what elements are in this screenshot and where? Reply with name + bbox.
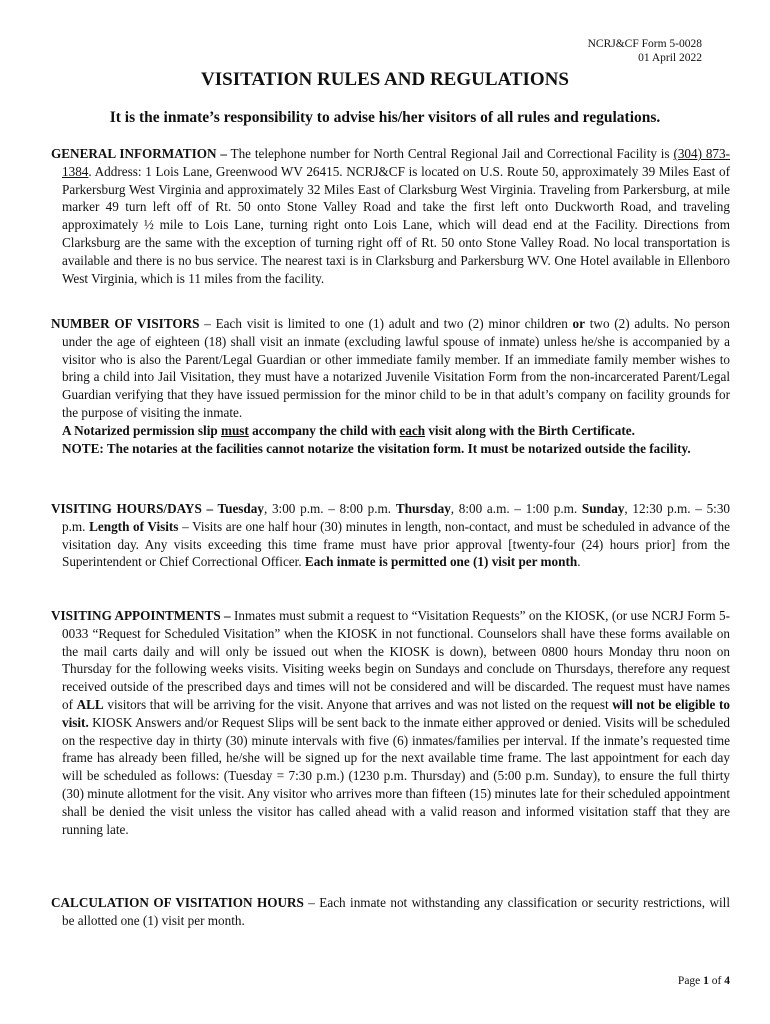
section-text: The telephone number for North Central Regional Jail and Correctional Facility is [226,146,674,161]
section-text: . [577,554,581,570]
day-tuesday: Tuesday [213,501,264,516]
total-pages: 4 [724,975,730,987]
section-text: , 8:00 a.m. – 1:00 p.m. [450,501,582,516]
section-heading: NUMBER OF VISITORS [51,316,200,331]
visit-limit: Each inmate is permitted one (1) visit per month [304,554,578,570]
section-visiting-hours [51,500,730,571]
day-thursday: Thursday [395,501,451,516]
emphasis-each: each [399,422,426,438]
section-general-information [51,145,730,287]
day-sunday: Sunday [581,501,625,516]
section-text: , 12:30 p.m. – 5:30 p.m. [62,501,731,534]
notarized-text: accompany the child with [248,422,400,438]
length-of-visits-label: Length of Visits [89,518,179,534]
section-text: two (2) adults. No person under the age of eighteen (18) shall visit an inmate (excluding lawful spouse of inmate) unless he/she is accompanied by a visitor who is also the Parent/Legal Guardian or other immediate family member. If an immediate family member wishes to bring a child into Jail Visitation, they must have a notarized Juvenile Visitation Form from the non-incarcerated Parent/Legal Guardian verifying that they have issued permission for the minor child to be in that adult’s company on facility grounds for the purpose of visiting the inmate. [62,316,730,420]
section-heading: VISITING APPOINTMENTS – [51,608,231,623]
section-text: – Visits are one half hour (30) minutes in length, non-contact, and must be scheduled in advance of the visitation day. Any visits exceeding this time frame must have prior approval [twenty-four (24) hours prior] from the Superintendent or Chief Correctional Officer. [62,518,730,570]
section-calculation-of-hours [51,894,730,930]
phone-number: (304) 873-1384 [62,146,731,179]
page-title: VISITATION RULES AND REGULATIONS [201,69,569,90]
section-text: – Each inmate not withstanding any classification or security restrictions, will be allotted one (1) visit per month. [62,895,730,928]
section-text: , 3:00 p.m. – 8:00 p.m. [263,501,396,516]
emphasis-all: ALL [76,696,104,712]
section-visiting-appointments [51,607,730,838]
form-number: NCRJ&CF Form 5-0028 [587,38,702,50]
section-text: . Address: 1 Lois Lane, Greenwood WV 26415. NCRJ&CF is located on U.S. Route 50, approximately 39 Miles East of Parkersburg West Virginia and approximately 32 Miles East of Clarksburg West Virginia. Traveling from Parkersburg, at mile marker 49 turn left off of Rt. 50 onto Stone Valley Road and take the first left onto Duckworth Road, and traveling approximately ½ mile to Lois Lane, turning right onto Lois Lane, which will dead end at the Facility. Directions from Clarksburg are the same with the exception of turning right off of Rt. 50 onto Stone Valley Road. No local transportation is available and there is no bus service. The nearest taxi is in Clarksburg and Parkersburg WV. One Hotel available in Ellenboro West Virginia, which is 11 miles from the facility. [62,163,730,286]
section-heading: GENERAL INFORMATION – [51,146,227,161]
not-eligible-warning: will not be eligible to visit. [62,696,730,730]
page-number [678,975,730,987]
section-number-of-visitors [51,315,730,457]
section-heading: CALCULATION OF VISITATION HOURS [51,895,304,910]
section-heading: VISITING HOURS/DAYS – [51,501,214,516]
section-text: Inmates must submit a request to “Visitation Requests” on the KIOSK, (or use NCRJ Form 5-0033 “Request for Scheduled Visitation” when the KIOSK in not functional. Counselors shall have these forms available on the mail carts daily and will only be issued out when the KIOSK is down), between 0800 hours Monday thru noon on Thursday for the following weeks visits. Visiting weeks begin on Sundays and conclude on Thursdays, therefore any request received outside of the prescribed days and times will not be considered and will be discarded. The request must have names of [62,608,731,712]
of-word: of [708,975,725,987]
emphasis-or: or [572,316,585,331]
section-text: KIOSK Answers and/or Request Slips will be sent back to the inmate either approved or denied. Visits will be scheduled on the respective day in thirty (30) minute intervals with five (6) inmates/families per interval. If the inmate’s requested time frame has already been filled, he/she will be signed up for the next available time frame. The last appointment for each day will be scheduled as follows: (Tuesday = 7:30 p.m.) (1230 p.m. Thursday) and (5:00 p.m. Sunday), to ensure the full thirty (30) minute allotment for the visit. Any visitor who arrives more than fifteen (15) minutes late for their scheduled appointment shall be denied the visit unless the visitor has called ahead with a valid reason and informed visitation staff that they are running late. [62,714,730,837]
page-word: Page [677,975,704,987]
page-subtitle: It is the inmate’s responsibility to advise his/her visitors of all rules and regulations. [109,109,661,126]
form-reference [588,37,702,65]
section-text: – Each visit is limited to one (1) adult and two (2) minor children [199,316,573,331]
current-page: 1 [703,975,709,987]
notary-note: NOTE: The notaries at the facilities cannot notarize the visitation form. It must be notarized outside the facility. [62,440,691,456]
notarized-text: visit along with the Birth Certificate. [425,422,635,438]
form-date: 01 April 2022 [638,52,702,64]
section-text: visitors that will be arriving for the visit. Anyone that arrives and was not listed on the request [103,696,613,712]
notarized-text: A Notarized permission slip [62,422,221,438]
emphasis-must: must [220,422,249,438]
